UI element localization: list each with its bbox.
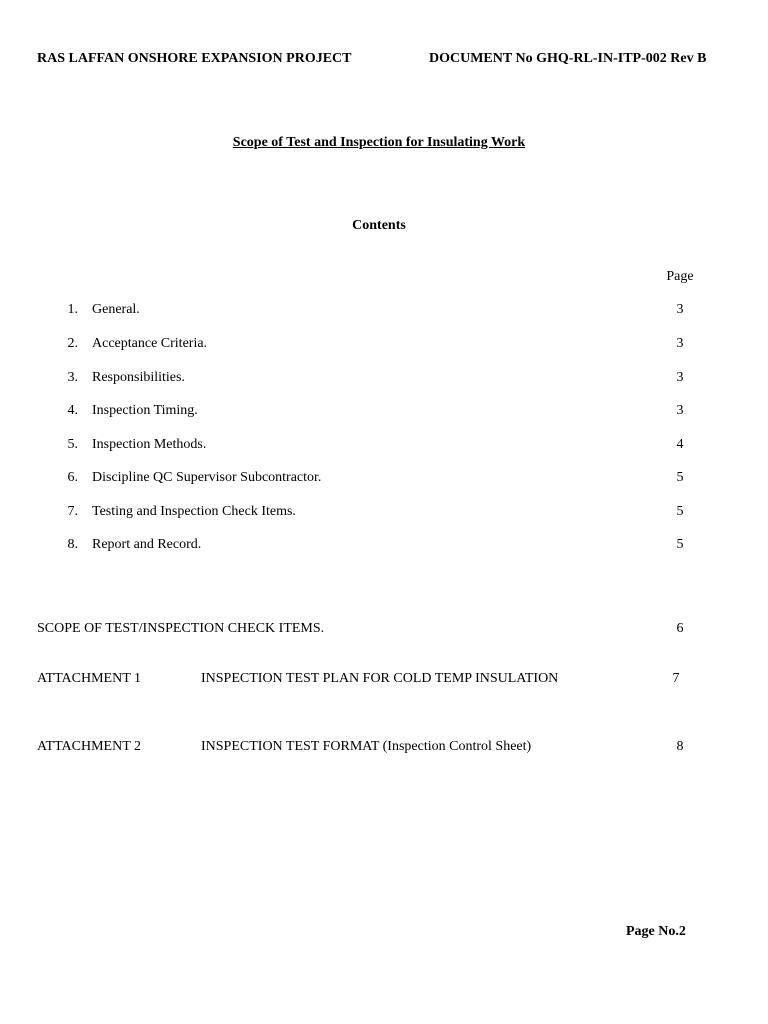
toc-item: [0, 537, 768, 557]
toc-label: Inspection Methods.: [92, 437, 207, 452]
contents-heading: Contents: [352, 218, 406, 233]
attachment-page-number: 8: [676, 739, 684, 754]
toc-number: 3.: [67, 370, 78, 385]
toc-label: General.: [92, 302, 140, 317]
page-column-label: Page: [666, 269, 694, 284]
toc-item: [0, 403, 768, 423]
attachment-code: ATTACHMENT 1: [37, 671, 142, 686]
toc-number: 1.: [67, 302, 78, 317]
attachment-code: ATTACHMENT 2: [37, 739, 142, 754]
toc-number: 7.: [67, 504, 78, 519]
toc-label: Discipline QC Supervisor Subcontractor.: [92, 470, 322, 485]
document-number: DOCUMENT No GHQ-RL-IN-ITP-002 Rev B: [429, 51, 707, 66]
scope-label: SCOPE OF TEST/INSPECTION CHECK ITEMS.: [37, 621, 325, 636]
toc-label: Acceptance Criteria.: [92, 336, 208, 351]
toc-number: 5.: [67, 437, 78, 452]
toc-item: [0, 336, 768, 356]
toc-page-number: 3: [676, 403, 684, 418]
toc-page-number: 3: [676, 370, 684, 385]
toc-label: Report and Record.: [92, 537, 202, 552]
toc-label: Responsibilities.: [92, 370, 185, 385]
toc-number: 6.: [67, 470, 78, 485]
attachment-row: [0, 739, 768, 759]
toc-number: 2.: [67, 336, 78, 351]
attachment-description: INSPECTION TEST FORMAT (Inspection Control Sheet): [201, 739, 532, 754]
toc-page-number: 4: [676, 437, 684, 452]
toc-page-number: 5: [676, 504, 684, 519]
page-title: Scope of Test and Inspection for Insulating Work: [232, 135, 526, 150]
attachment-page-number: 7: [672, 671, 680, 686]
toc-label: Inspection Timing.: [92, 403, 198, 418]
page-number-footer: Page No.2: [626, 924, 686, 939]
toc-page-number: 5: [676, 537, 684, 552]
scope-page-number: 6: [676, 621, 684, 636]
toc-page-number: 3: [676, 336, 684, 351]
toc-page-number: 3: [676, 302, 684, 317]
attachment-description: INSPECTION TEST PLAN FOR COLD TEMP INSULATION: [201, 671, 559, 686]
toc-item: [0, 370, 768, 390]
attachment-row: [0, 671, 768, 691]
scope-line: [0, 621, 768, 641]
toc-item: [0, 437, 768, 457]
toc-item: [0, 302, 768, 322]
toc-number: 4.: [67, 403, 78, 418]
project-name: RAS LAFFAN ONSHORE EXPANSION PROJECT: [37, 51, 352, 66]
toc-number: 8.: [67, 537, 78, 552]
toc-label: Testing and Inspection Check Items.: [92, 504, 296, 519]
toc-item: [0, 470, 768, 490]
toc-page-number: 5: [676, 470, 684, 485]
toc-item: [0, 504, 768, 524]
